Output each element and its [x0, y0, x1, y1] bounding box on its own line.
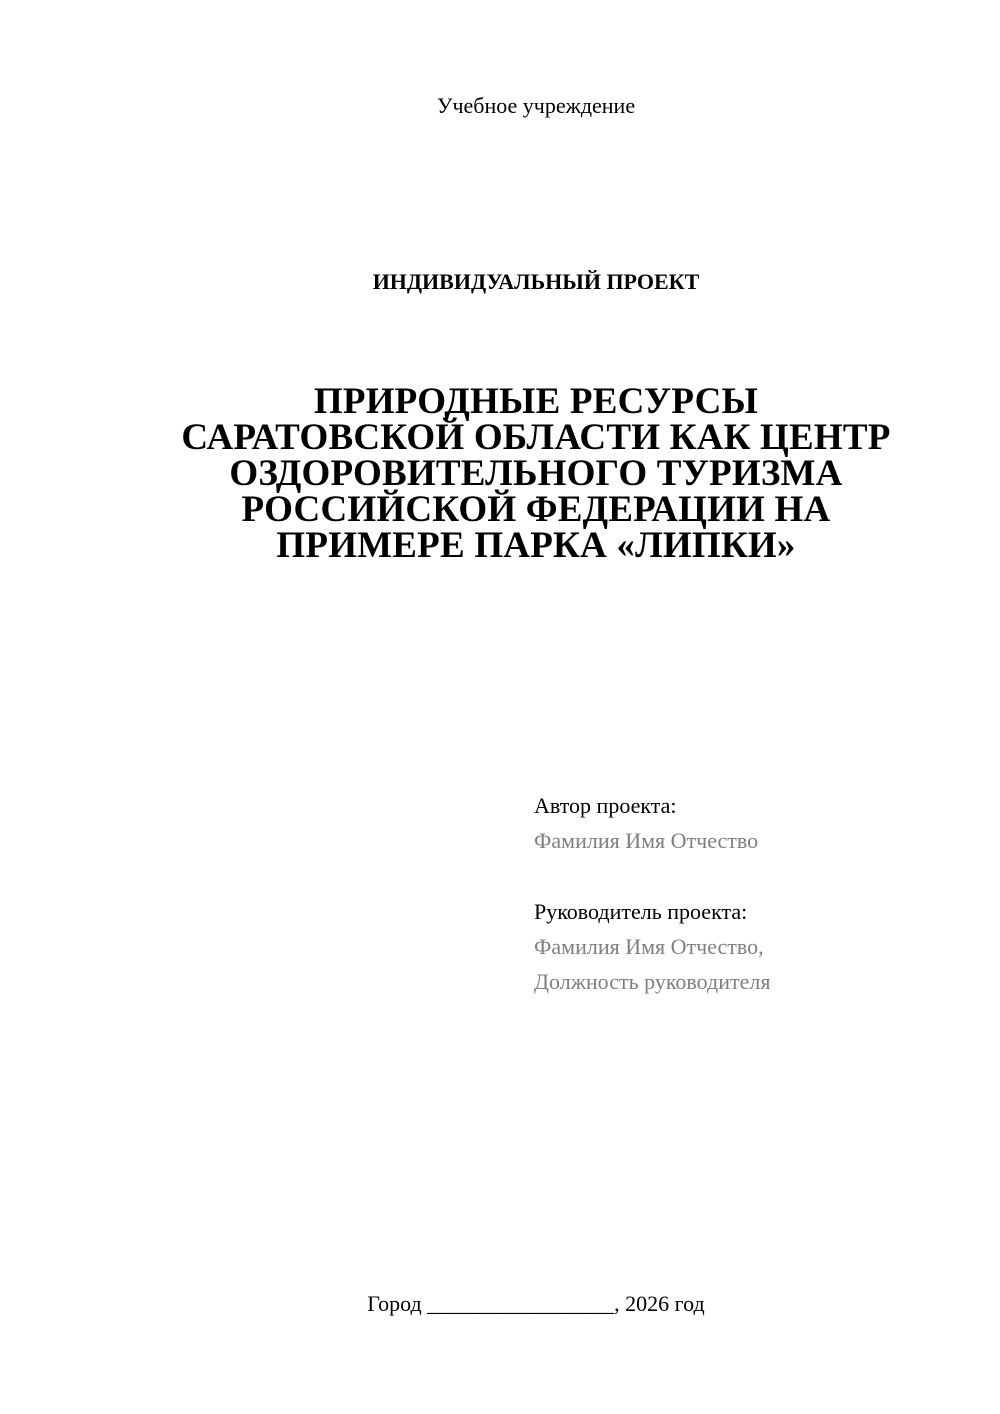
supervisor-label: Руководитель проекта:: [534, 899, 748, 924]
supervisor-name: Фамилия Имя Отчество,: [534, 934, 764, 959]
document-type: ИНДИВИДУАЛЬНЫЙ ПРОЕКТ: [372, 269, 700, 294]
institution-name: Учебное учреждение: [436, 93, 636, 118]
project-title-line: ОЗДОРОВИТЕЛЬНОГО ТУРИЗМА: [229, 453, 843, 494]
project-title-line: ПРИРОДНЫЕ РЕСУРСЫ: [313, 381, 759, 422]
city-year-line: Город _________________, 2026 год: [367, 1291, 705, 1316]
project-people-block: [534, 788, 974, 999]
supervisor-position: Должность руководителя: [534, 969, 771, 994]
spacer: [534, 858, 974, 894]
author-label: Автор проекта:: [534, 793, 677, 818]
project-title-line: РОССИЙСКОЙ ФЕДЕРАЦИИ НА: [241, 489, 831, 530]
project-title-line: ПРИМЕРЕ ПАРКА «ЛИПКИ»: [276, 525, 796, 566]
author-name: Фамилия Имя Отчество: [534, 828, 759, 853]
project-title: [140, 381, 932, 566]
project-title-line: САРАТОВСКОЙ ОБЛАСТИ КАК ЦЕНТР: [181, 417, 891, 458]
